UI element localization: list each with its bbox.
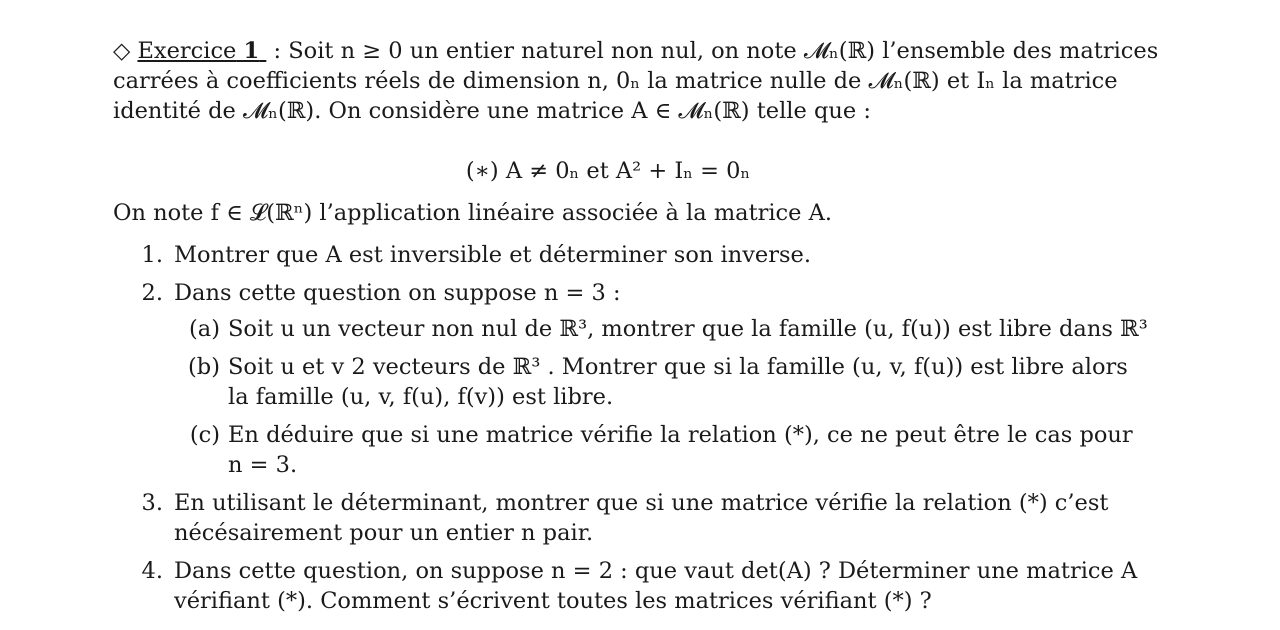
subquestion-label: (a) [189, 316, 220, 342]
question-number: 2. [141, 280, 163, 306]
subquestion-b-line-2: la famille (u, v, f(u), f(v)) est libre. [228, 384, 614, 410]
question-4-line-2: vérifiant (*). Comment s’écrivent toutes les matrices vérifiant (*) ? [174, 588, 932, 614]
exercise-title: Exercice 1 [137, 38, 260, 64]
question-number: 1. [141, 242, 163, 268]
intro-line-1: ◇ Exercice 1 : Soit n ≥ 0 un entier naturel non nul, on note 𝓜ₙ(ℝ) l’ensemble des matrices [113, 38, 1159, 64]
subquestion-c-line-2: n = 3. [228, 452, 298, 478]
question-3-line-2: nécésairement pour un entier n pair. [174, 520, 594, 546]
subquestion-a-line-1: Soit u un vecteur non nul de ℝ³, montrer que la famille (u, f(u)) est libre dans ℝ³ [228, 316, 1148, 342]
question-number: 4. [141, 558, 163, 584]
diamond-marker: ◇ [113, 38, 131, 64]
note-line: On note f ∈ 𝓛(ℝⁿ) l’application linéaire associée à la matrice A. [113, 200, 833, 226]
relation-display: (∗) A ≠ 0ₙ et A² + Iₙ = 0ₙ [465, 158, 751, 184]
subquestion-b-line-1: Soit u et v 2 vecteurs de ℝ³ . Montrer que si la famille (u, v, f(u)) est libre alors [228, 354, 1128, 380]
question-4-line-1: Dans cette question, on suppose n = 2 : que vaut det(A) ? Déterminer une matrice A [174, 558, 1138, 584]
intro-line-2: carrées à coefficients réels de dimension n, 0ₙ la matrice nulle de 𝓜ₙ(ℝ) et Iₙ la matrice [113, 68, 1118, 94]
subquestion-c-line-1: En déduire que si une matrice vérifie la relation (*), ce ne peut être le cas pour [228, 422, 1133, 448]
subquestion-label: (c) [189, 422, 220, 448]
subquestion-label: (b) [188, 354, 220, 380]
question-1-line-1: Montrer que A est inversible et déterminer son inverse. [174, 242, 811, 268]
question-number: 3. [141, 490, 163, 516]
intro-line-3: identité de 𝓜ₙ(ℝ). On considère une matrice A ∈ 𝓜ₙ(ℝ) telle que : [113, 98, 871, 124]
question-3-line-1: En utilisant le déterminant, montrer que si une matrice vérifie la relation (*) c’est [174, 490, 1109, 516]
question-2-line-1: Dans cette question on suppose n = 3 : [174, 280, 621, 306]
